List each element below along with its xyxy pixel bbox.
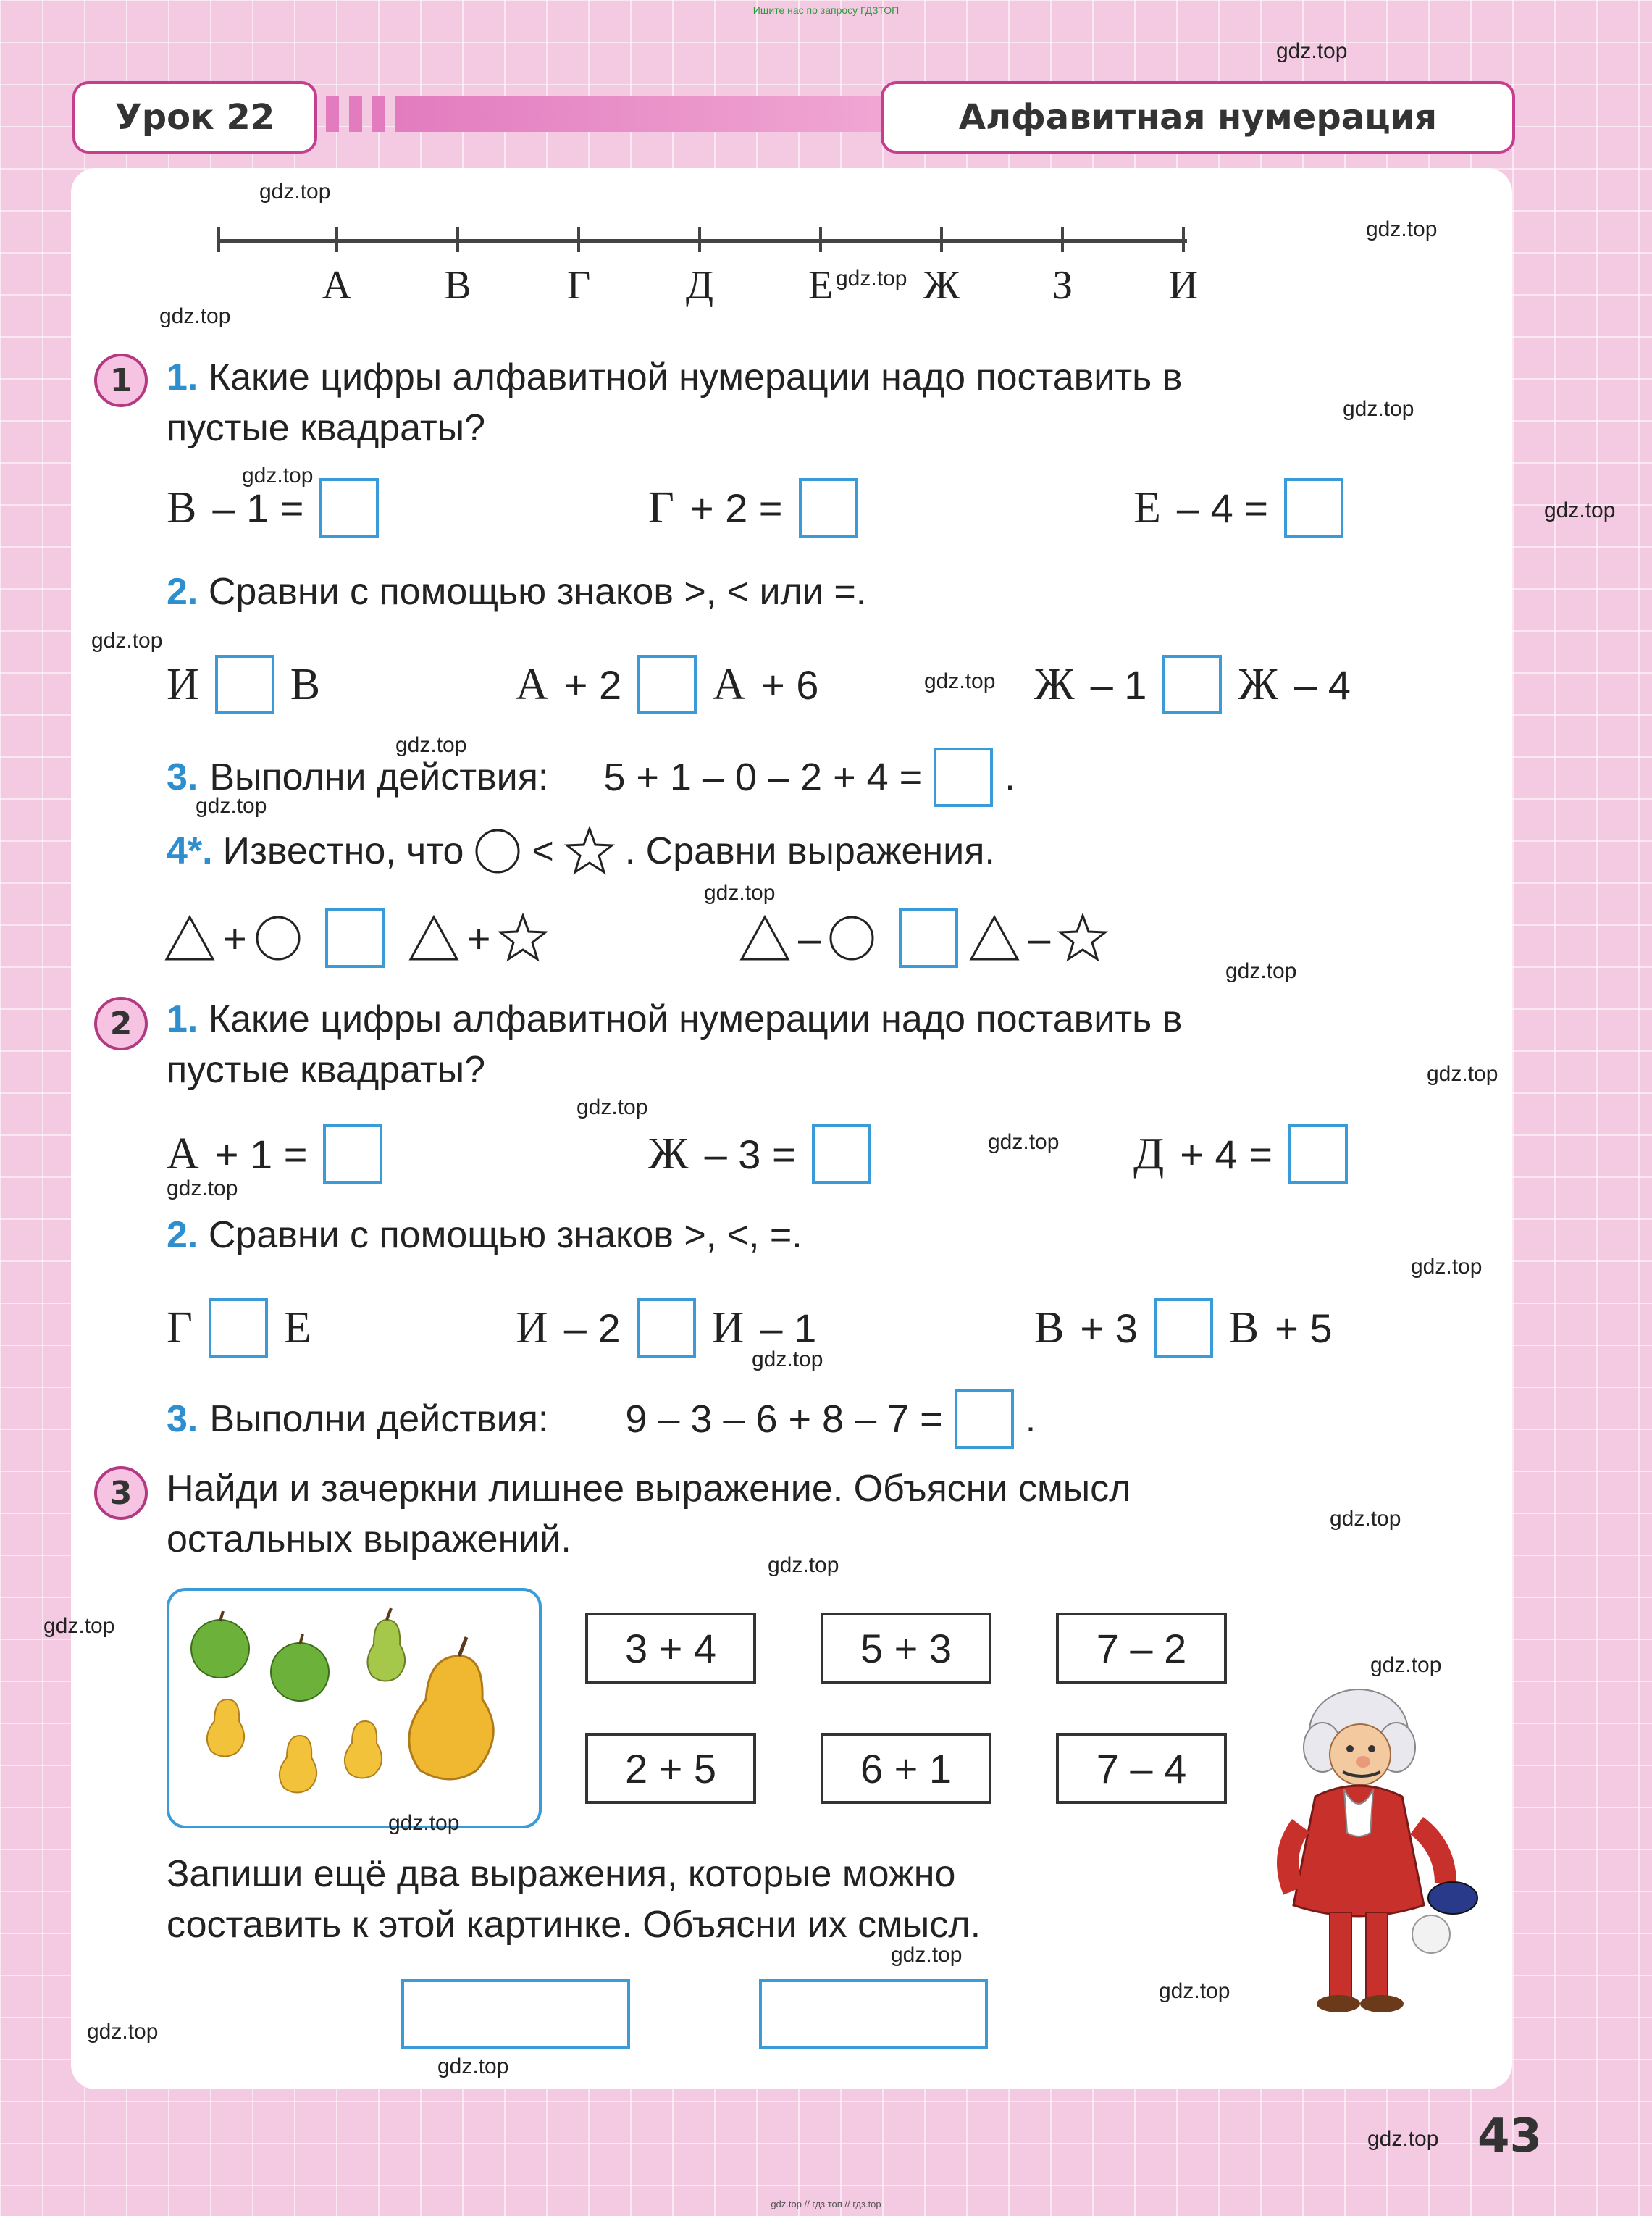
bottom-note: gdz.top // гдз топ // гдз.top: [771, 2199, 881, 2209]
watermark: gdz.top: [768, 1553, 839, 1577]
circle-shape-icon: [828, 914, 876, 962]
operator: – 4 =: [1176, 485, 1268, 531]
ruler-tick: [577, 227, 580, 252]
watermark: gdz.top: [159, 304, 231, 328]
letter: Г: [167, 1303, 193, 1352]
apples-and-pears-illustration: [169, 1591, 539, 1826]
letter: Г: [648, 482, 674, 532]
circle-shape-icon: [474, 827, 521, 875]
task2-q2: [167, 1210, 802, 1260]
expression-card[interactable]: 6 + 1: [821, 1733, 991, 1804]
task2-q3-expression: 9 – 3 – 6 + 8 – 7 =: [625, 1397, 943, 1441]
watermark: gdz.top: [1343, 397, 1414, 421]
task1-q2: [167, 566, 866, 617]
letter: Ж: [1238, 659, 1278, 709]
page-number: 43: [1477, 2110, 1543, 2163]
ruler-tick: [217, 227, 220, 252]
watermark: gdz.top: [242, 464, 314, 488]
watermark: gdz.top: [259, 180, 331, 204]
expression-card[interactable]: 7 – 2: [1056, 1613, 1227, 1684]
watermark: gdz.top: [43, 1614, 115, 1638]
task3-line1: Найди и зачеркни лишнее выражение. Объясни смысл: [167, 1468, 1131, 1510]
ruler-tick: [335, 227, 338, 252]
task2-q2-label: 2.: [167, 1214, 198, 1256]
top-note: Ищите нас по запросу ГДЗТОП: [752, 4, 900, 16]
answer-field-1[interactable]: [401, 1979, 630, 2049]
task1-q3-text: Выполни действия:: [209, 756, 549, 798]
operator: + 5: [1275, 1305, 1333, 1351]
operator: + 2: [563, 661, 622, 708]
compare-box[interactable]: [215, 655, 274, 714]
compare-box[interactable]: [1162, 655, 1222, 714]
watermark: gdz.top: [891, 1943, 963, 1967]
letter: А: [713, 659, 745, 709]
task2-q1-line1: [167, 994, 1182, 1045]
task2-q3-label: 3.: [167, 1397, 198, 1440]
operator: + 6: [760, 661, 819, 708]
task2-compare-1: [167, 1298, 311, 1358]
watermark: gdz.top: [1276, 39, 1348, 63]
task1-q3-expression: 5 + 1 – 0 – 2 + 4 =: [603, 755, 923, 799]
ruler-letter: Е: [808, 263, 834, 308]
watermark: gdz.top: [924, 669, 996, 693]
task-number-1: 1: [94, 354, 148, 407]
watermark: gdz.top: [1225, 959, 1297, 983]
watermark: gdz.top: [1411, 1255, 1483, 1279]
task1-expr-2: [648, 478, 858, 538]
watermark: gdz.top: [87, 2020, 159, 2044]
ruler-tick: [1061, 227, 1064, 252]
task1-q4-text-2: . Сравни выражения.: [624, 830, 995, 872]
task1-compare-2: [516, 655, 818, 714]
triangle-shape-icon: [739, 914, 791, 962]
letter: И: [711, 1303, 745, 1352]
compare-box[interactable]: [637, 1298, 696, 1358]
answer-box[interactable]: [934, 748, 993, 807]
compare-box[interactable]: [209, 1298, 268, 1358]
letter: В: [290, 659, 321, 709]
circle-shape-icon: [254, 914, 302, 962]
task2-q1-line2: пустые квадраты?: [167, 1049, 485, 1091]
letter: Е: [1133, 482, 1161, 532]
task2-q3: [167, 1389, 1036, 1449]
watermark: gdz.top: [196, 794, 267, 818]
ruler-letter: Ж: [923, 263, 960, 308]
task1-q2-label: 2.: [167, 571, 198, 613]
task3-line4: составить к этой картинке. Объясни их смысл.: [167, 1904, 981, 1946]
task2-q2-text: Сравни с помощью знаков >, <, =.: [208, 1214, 802, 1256]
watermark: gdz.top: [395, 733, 467, 757]
answer-box[interactable]: [812, 1124, 871, 1184]
operator: + 2 =: [689, 485, 783, 531]
expression-card[interactable]: 3 + 4: [585, 1613, 756, 1684]
letter: В: [167, 482, 197, 532]
operator: + 1 =: [214, 1131, 308, 1177]
minus-sign: –: [1028, 915, 1051, 961]
ruler-line: [219, 239, 1187, 243]
ruler-tick: [1182, 227, 1185, 252]
minus-sign: –: [798, 915, 821, 961]
star-shape-icon: [498, 913, 548, 963]
fruit-picture: [167, 1588, 542, 1828]
task2-q1-label: 1.: [167, 998, 198, 1040]
watermark: gdz.top: [576, 1095, 648, 1119]
task1-shape-compare-2: [739, 908, 1108, 968]
watermark: gdz.top: [1427, 1062, 1498, 1086]
topic-title: Алфавитная нумерация: [881, 81, 1515, 154]
answer-box[interactable]: [955, 1389, 1014, 1449]
letter: А: [516, 659, 548, 709]
plus-sign: +: [223, 915, 247, 961]
letter: И: [167, 659, 199, 709]
task2-expr-1: [167, 1124, 382, 1184]
watermark: gdz.top: [836, 267, 907, 290]
plus-sign: +: [466, 915, 491, 961]
compare-box[interactable]: [1154, 1298, 1213, 1358]
period: .: [1005, 756, 1015, 798]
ruler-letter: И: [1168, 263, 1199, 308]
ruler-letter: З: [1052, 263, 1073, 308]
task2-compare-3: [1034, 1298, 1333, 1358]
compare-box[interactable]: [899, 908, 958, 968]
task-number-2: 2: [94, 997, 148, 1050]
answer-box[interactable]: [1288, 1124, 1348, 1184]
watermark: gdz.top: [1366, 217, 1438, 241]
operator: – 1 =: [212, 485, 304, 531]
header-decoration: [326, 96, 884, 132]
task1-q3: [167, 748, 1015, 807]
expression-card[interactable]: 5 + 3: [821, 1613, 991, 1684]
task1-q3-label: 3.: [167, 756, 198, 798]
triangle-shape-icon: [408, 914, 460, 962]
triangle-shape-icon: [968, 914, 1020, 962]
letter: Д: [1133, 1129, 1165, 1179]
ruler-letter: Д: [685, 263, 714, 308]
task3-line2: остальных выражений.: [167, 1518, 571, 1560]
task1-q1-label: 1.: [167, 356, 198, 398]
answer-box[interactable]: [799, 478, 858, 538]
watermark: gdz.top: [988, 1130, 1060, 1154]
task1-q1-line2: пустые квадраты?: [167, 407, 485, 449]
task2-expr-2: [648, 1124, 871, 1184]
triangle-shape-icon: [164, 914, 216, 962]
ruler-tick: [940, 227, 943, 252]
letter: В: [1228, 1303, 1259, 1352]
task1-q1-text: Какие цифры алфавитной нумерации надо поставить в: [208, 356, 1183, 398]
letter: А: [167, 1129, 199, 1179]
task1-shape-compare-1: [164, 908, 548, 968]
lesson-label: Урок 22: [72, 81, 317, 154]
task1-q4-text: Известно, что: [222, 830, 464, 872]
letter: В: [1034, 1303, 1065, 1352]
task2-q1-text: Какие цифры алфавитной нумерации надо поставить в: [208, 998, 1183, 1040]
task1-q4: [167, 826, 995, 877]
ruler-letter: В: [444, 263, 471, 308]
watermark: gdz.top: [1330, 1507, 1401, 1531]
watermark: gdz.top: [437, 2054, 509, 2078]
operator: – 1: [760, 1305, 817, 1351]
operator: + 3: [1080, 1305, 1138, 1351]
task2-q3-text: Выполни действия:: [209, 1397, 549, 1440]
task1-compare-3: [1034, 655, 1351, 714]
ruler-letter: А: [322, 263, 352, 308]
task1-q4-label: 4*.: [167, 830, 213, 872]
watermark: gdz.top: [1367, 2127, 1439, 2151]
letter: И: [516, 1303, 548, 1352]
compare-box[interactable]: [637, 655, 697, 714]
letter: Ж: [1034, 659, 1075, 709]
task1-q1-line1: [167, 352, 1182, 403]
watermark: gdz.top: [1159, 1979, 1230, 2003]
letter: Е: [283, 1303, 311, 1352]
task1-q2-text: Сравни с помощью знаков >, < или =.: [208, 571, 867, 613]
answer-box[interactable]: [323, 1124, 382, 1184]
watermark: gdz.top: [1370, 1653, 1442, 1677]
scientist-character-icon: [1250, 1681, 1482, 2028]
period: .: [1025, 1397, 1036, 1440]
watermark: gdz.top: [704, 881, 776, 905]
operator: – 2: [563, 1305, 621, 1351]
watermark: gdz.top: [167, 1176, 238, 1200]
task3-line3: Запиши ещё два выражения, которые можно: [167, 1853, 956, 1895]
watermark: gdz.top: [388, 1811, 460, 1835]
ruler-tick: [698, 227, 701, 252]
compare-box[interactable]: [325, 908, 385, 968]
answer-box[interactable]: [319, 478, 379, 538]
ruler-tick: [819, 227, 822, 252]
operator: – 1: [1090, 661, 1147, 708]
operator: – 4: [1293, 661, 1351, 708]
watermark: gdz.top: [91, 629, 163, 653]
watermark: gdz.top: [1544, 498, 1616, 522]
expression-card[interactable]: 2 + 5: [585, 1733, 756, 1804]
answer-box[interactable]: [1284, 478, 1343, 538]
task2-expr-3: [1133, 1124, 1348, 1184]
task-number-3: 3: [94, 1466, 148, 1520]
less-than-sign: <: [532, 830, 554, 872]
answer-field-2[interactable]: [759, 1979, 988, 2049]
watermark: gdz.top: [752, 1347, 823, 1371]
ruler-tick: [456, 227, 459, 252]
star-shape-icon: [564, 826, 615, 877]
expression-card[interactable]: 7 – 4: [1056, 1733, 1227, 1804]
task1-compare-1: [167, 655, 320, 714]
letter: Ж: [648, 1129, 689, 1179]
star-shape-icon: [1057, 913, 1108, 963]
ruler-letter: Г: [566, 263, 591, 308]
task1-expr-3: [1133, 478, 1343, 538]
operator: – 3 =: [704, 1131, 796, 1177]
operator: + 4 =: [1180, 1131, 1272, 1177]
character-illustration: [1250, 1681, 1482, 2028]
